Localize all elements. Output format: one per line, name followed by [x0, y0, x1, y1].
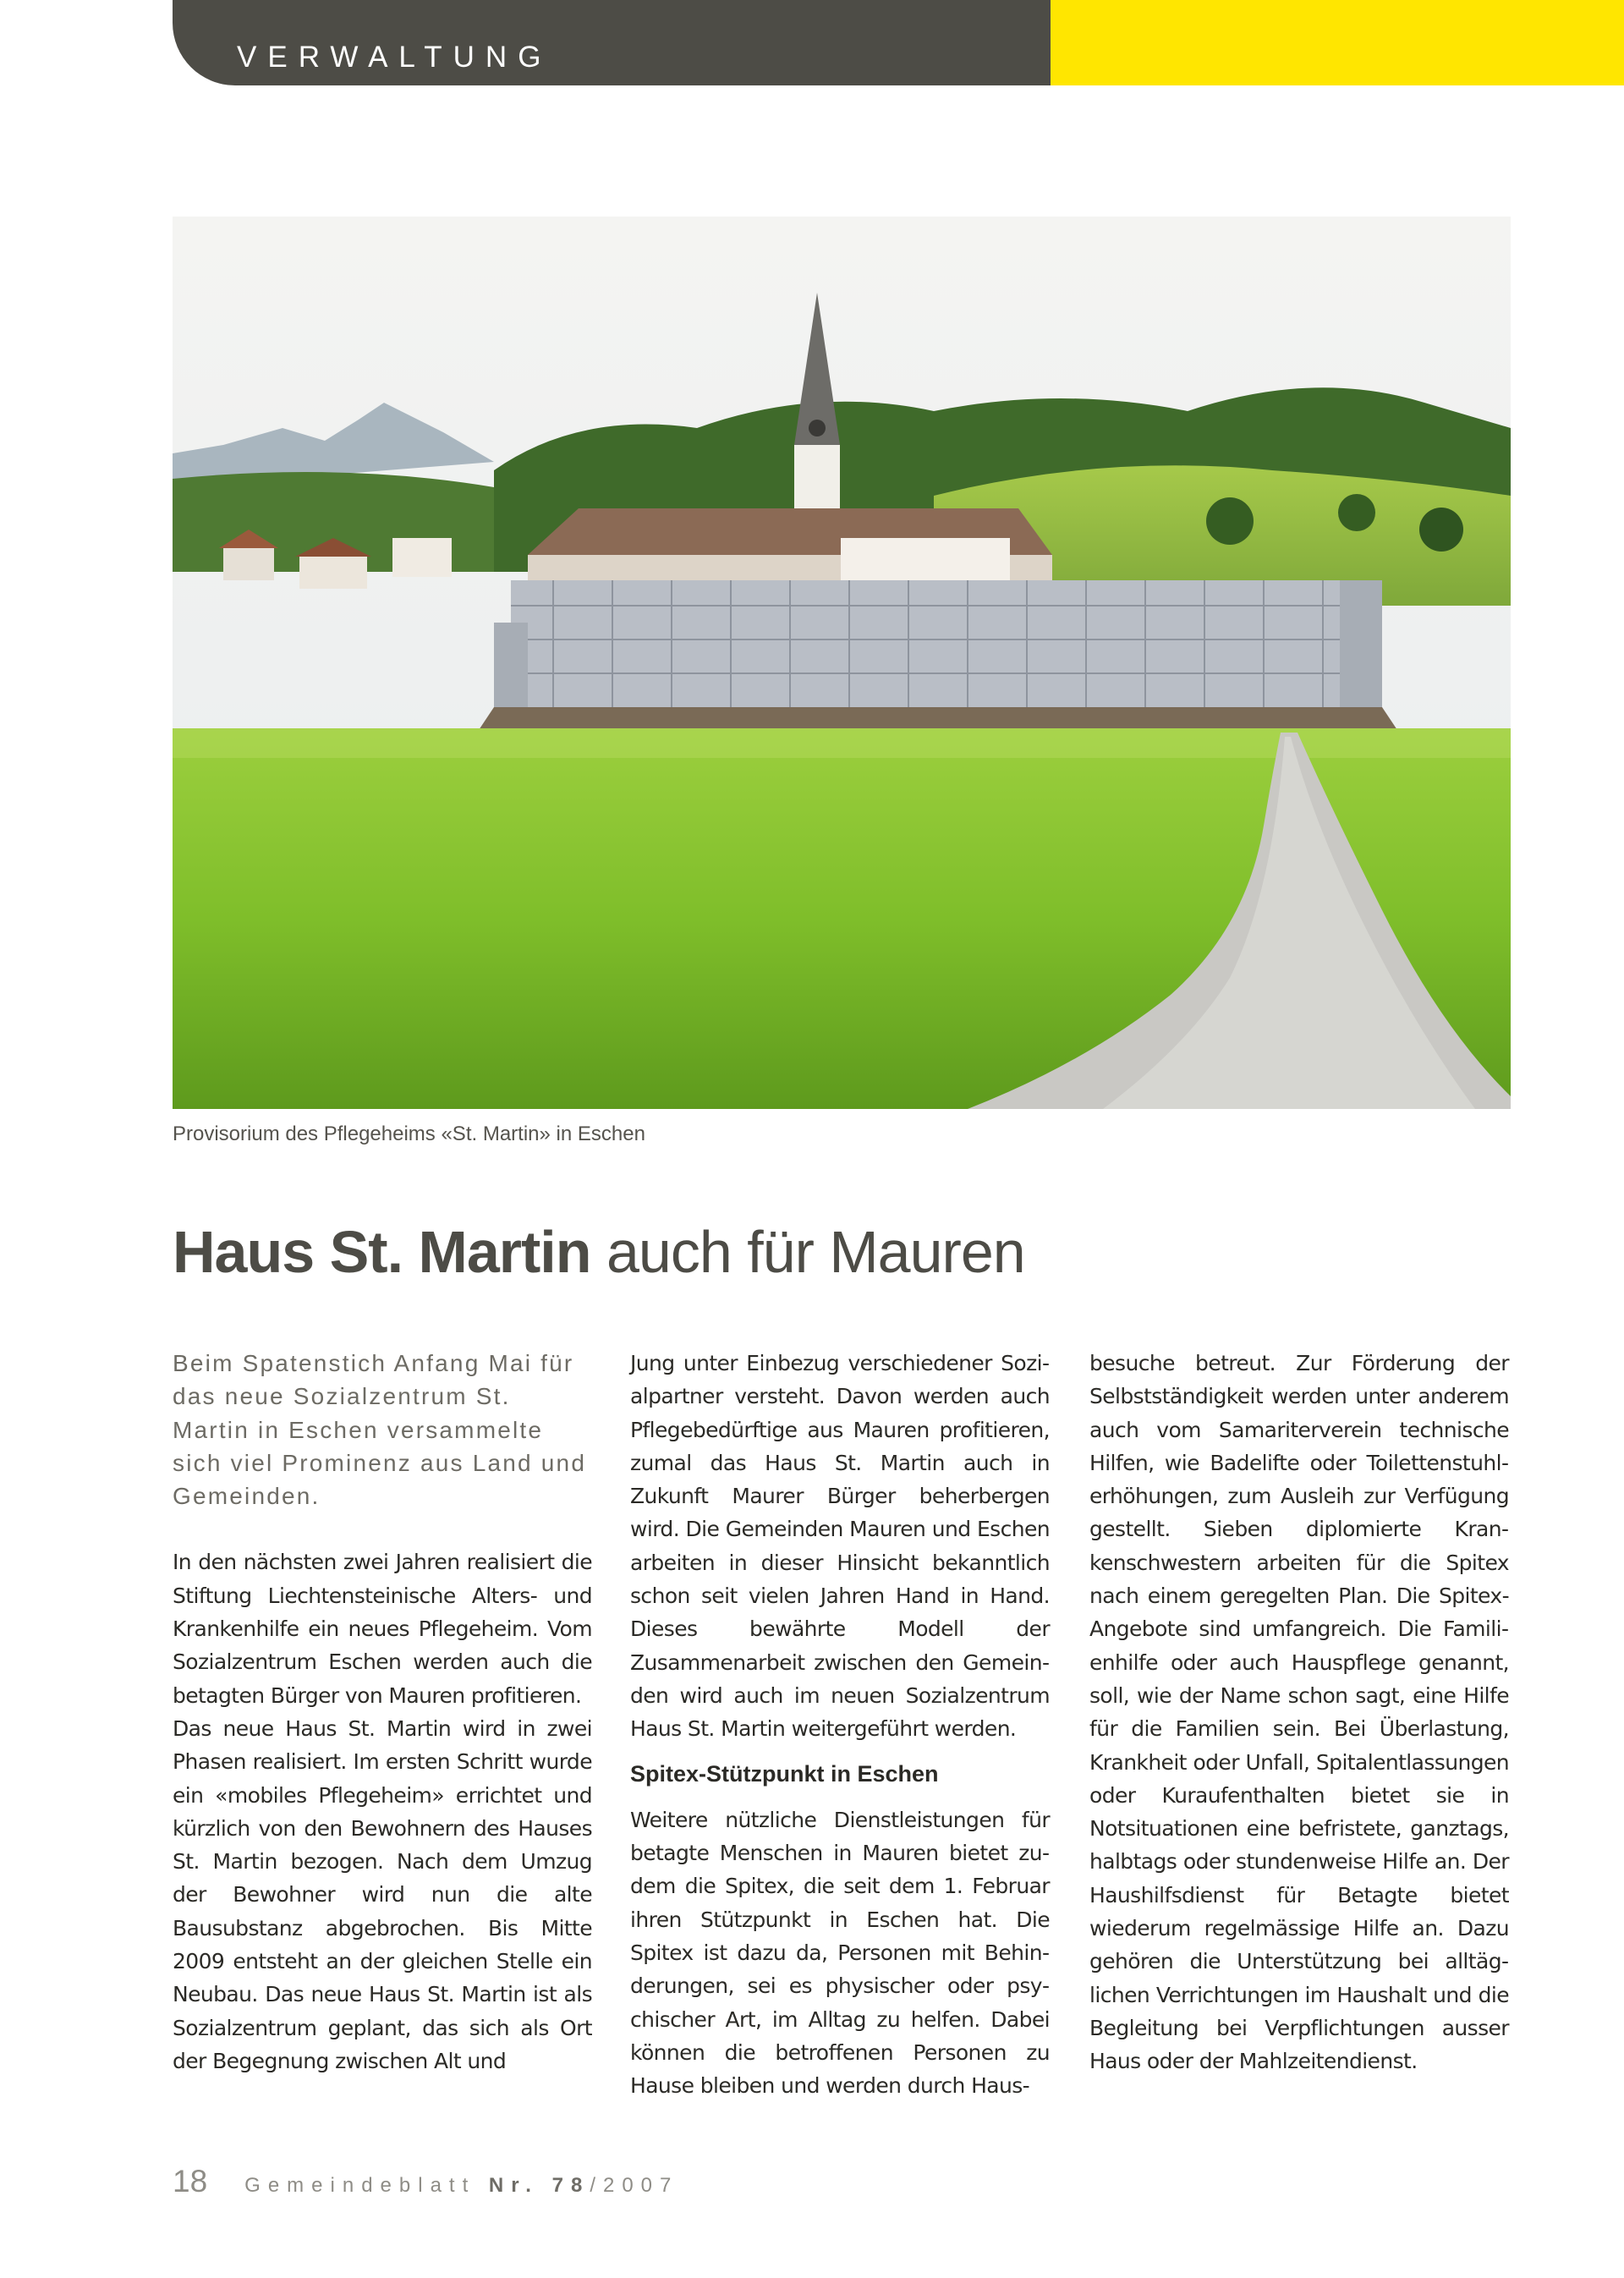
header-accent-bar: [1051, 0, 1624, 85]
page-footer: [173, 2165, 678, 2203]
section-title: VERWALTUNG: [237, 41, 552, 74]
paragraph: In den nächsten zwei Jahren realisiert die Stiftung Liechtensteinische Alters- und Krankenhilfe ein neues Pflegeheim. Vom Sozialzentrum Eschen werden auch die betagten Bürger von Mauren profitieren.: [173, 1550, 592, 1708]
issue-number: Nr. 78: [488, 2174, 590, 2197]
page-number: 18: [173, 2164, 208, 2198]
headline-bold: Haus St. Martin: [173, 1219, 591, 1285]
paragraph: besuche betreut. Zur Förderung der Selbstständigkeit werden unter anderem auch vom Samariterverein technische Hilfen, wie Badelifte oder Toilettenstuhlerhöhungen, zum Ausleih zur Verfügung gestellt. Sieben diplomierte Krankenschwestern arbeiten für die Spitex nach einem geregelten Plan. Die Spitex-Angebote sind umfangreich. Die Familienhilfe oder auch Hauspflege genannt, soll, wie der Name schon sagt, eine Hilfe für die Familien sein. Bei Überlastung, Krankheit oder Unfall, Spitalentlassungen oder Kuraufenthalten bietet sie in Notsituationen eine befristete, ganztags, halbtags oder stundenweise Hilfe an. Der Haushilfsdienst für Betagte bietet wiederum regelmässige Hilfe an. Dazu gehören die Unterstützung bei alltäglichen Verrichtungen im Haushalt und die Begleitung bei Verpflichtungen ausser Haus oder der Mahlzeitendienst.: [1089, 1351, 1509, 2074]
photo-caption: Provisorium des Pflegeheims «St. Martin» in Eschen: [173, 1123, 645, 1145]
publication-title: Gemeindeblatt: [244, 2174, 489, 2197]
headline-regular: auch für Mauren: [590, 1219, 1025, 1285]
text-column-3: [1089, 1347, 1509, 2078]
paragraph: Jung unter Einbezug verschiedener Sozialpartner versteht. Davon werden auch Pflegebedürftige aus Mauren profitieren, zumal das Haus St. Martin auch in Zukunft Maurer Bürger beherbergen wird. Die Gemeinden Mauren und Eschen arbeiten in dieser Hinsicht bekanntlich schon seit vielen Jahren Hand in Hand. Dieses bewährte Modell der Zusammenarbeit zwischen den Gemeinden wird auch im neuen Sozialzentrum Haus St. Martin weitergeführt werden.: [630, 1351, 1050, 1742]
publication-name: [244, 2169, 678, 2203]
text-column-2: [630, 1347, 1050, 2103]
section-subheading: Spitex-Stützpunkt in Eschen: [630, 1760, 939, 1787]
article-photo: [173, 217, 1511, 1109]
photo-icon: [173, 217, 1511, 1109]
lead-paragraph: Beim Spatenstich Anfang Mai für das neue Sozialzentrum St. Martin in Eschen versammelte sich viel Prominenz aus Land und Gemeinden.: [173, 1350, 587, 1510]
text-column-1: [173, 1347, 592, 2078]
paragraph: Weitere nützliche Dienstleistungen für betagte Menschen in Mauren bietet zudem die Spitex, die seit dem 1. Februar ihren Stützpunkt in Eschen hat. Die Spitex ist dazu da, Personen mit Behinderungen, sei es physischer oder psychischer Art, im Alltag zu helfen. Dabei können die betroffenen Personen zu Hause bleiben und werden durch Haus-: [630, 1807, 1050, 2099]
article-headline: [173, 1218, 1025, 1286]
paragraph: Das neue Haus St. Martin wird in zwei Phasen realisiert. Im ersten Schritt wurde ein «mobiles Pflegeheim» errichtet und kürzlich von den Bewohnern des Hauses St. Martin bezogen. Nach dem Umzug der Bewohner wird nun die alte Bausubstanz abgebrochen. Bis Mitte 2009 entsteht an der gleichen Stelle ein Neubau. Das neue Haus St. Martin ist als Sozialzentrum geplant, das sich als Ort der Begegnung zwischen Alt und: [173, 1715, 592, 2073]
issue-year: /2007: [590, 2174, 679, 2197]
